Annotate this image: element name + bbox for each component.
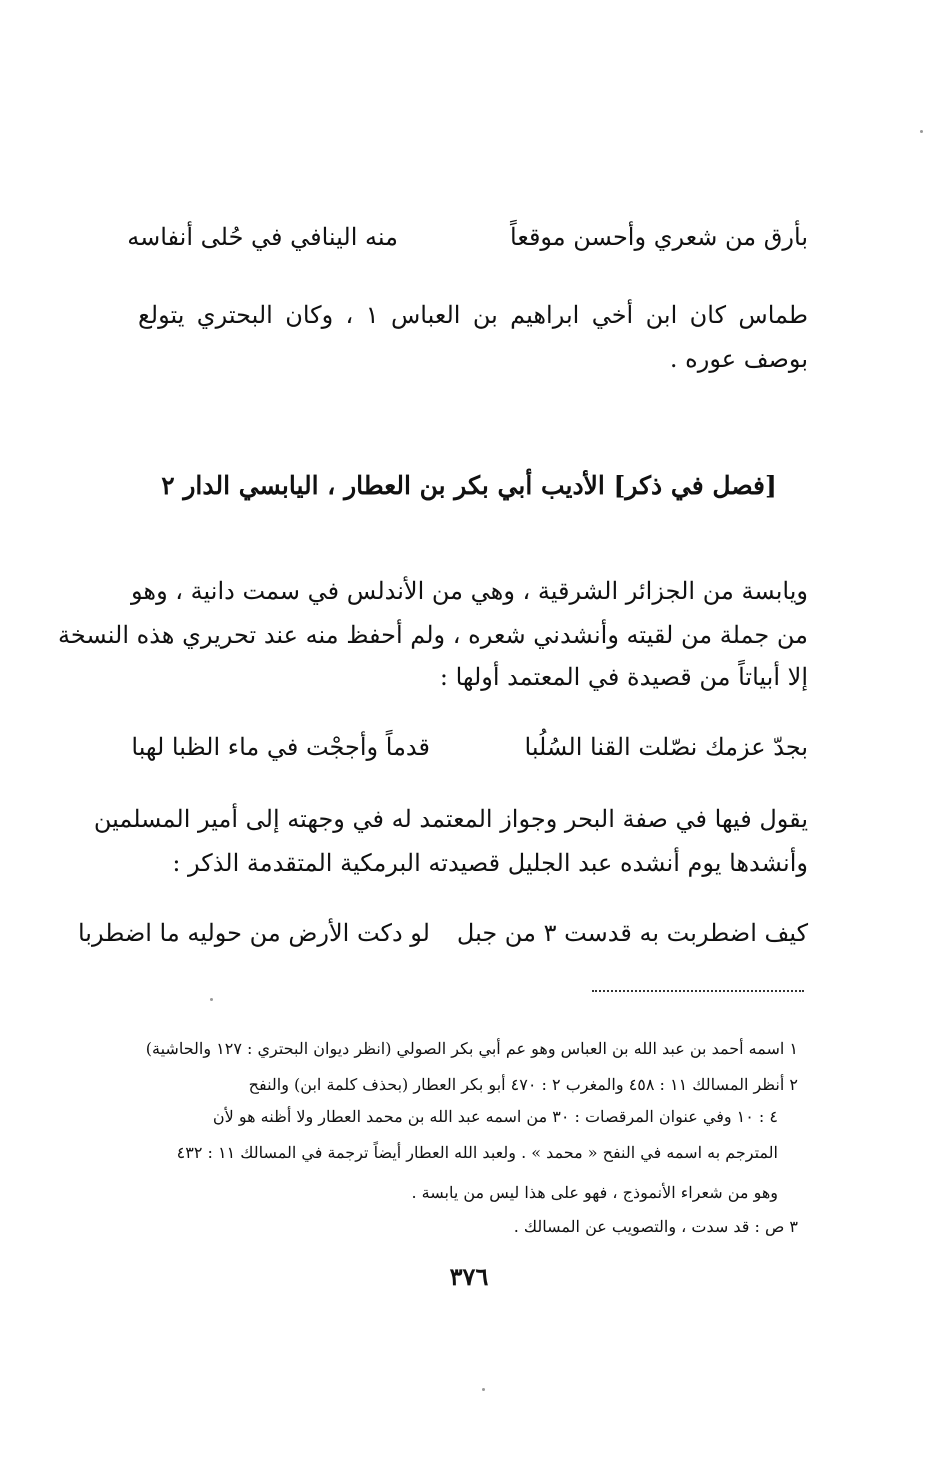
paragraph-2-line-2: من جملة من لقيته وأنشدني شعره ، ولم أحفظ منه عند تحريري هذه النسخة xyxy=(58,621,808,649)
footnote-separator xyxy=(592,990,804,992)
paragraph-1-line-1: طماس كان ابن أخي ابراهيم بن العباس ١ ، وكان البحتري يتولع xyxy=(138,301,809,329)
verse-2-left-hemistich: قدماً وأججْت في ماء الظبا لهبا xyxy=(131,733,430,761)
footnote-2-continuation-1: ٤ : ١٠ وفي عنوان المرقصات : ٣٠ من اسمه عبد الله بن محمد العطار ولا أظنه هو لأن xyxy=(212,1107,778,1126)
paragraph-3-line-1: يقول فيها في صفة البحر وجواز المعتمد له في وجهته إلى أمير المسلمين xyxy=(93,805,808,833)
verse-1-right-hemistich: بأرق من شعري وأحسن موقعاً xyxy=(510,223,808,251)
page-number: ٣٧٦ xyxy=(449,1262,489,1291)
footnote-3: ٣ ص : قد سدت ، والتصويب عن المسالك . xyxy=(513,1217,798,1236)
verse-1-left-hemistich: منه الينافي في حُلى أنفاسه xyxy=(127,223,398,251)
scan-speck xyxy=(210,998,213,1001)
paragraph-1-line-2: بوصف عوره . xyxy=(669,345,808,373)
footnote-2-continuation-3: وهو من شعراء الأنموذج ، فهو على هذا ليس من يابسة . xyxy=(411,1183,778,1202)
paragraph-2-line-3: إلا أبياتاً من قصيدة في المعتمد أولها : xyxy=(439,663,808,691)
section-heading: [فصل في ذكر] الأديب أبي بكر بن العطار ، اليابسي الدار ٢ xyxy=(161,471,777,500)
footnote-1: ١ اسمه أحمد بن عبد الله بن العباس وهو عم أبي بكر الصولي (انظر ديوان البحتري : ١٢٧ والحاشية) xyxy=(145,1039,798,1058)
verse-2-right-hemistich: بجدّ عزمك نصّلت القنا السُلُبا xyxy=(524,733,808,761)
scan-speck xyxy=(920,130,923,133)
verse-3-right-hemistich: كيف اضطربت به قدست ٣ من جبل xyxy=(456,919,808,947)
paragraph-3-line-2: وأنشدها يوم أنشده عبد الجليل قصيدته البرمكية المتقدمة الذكر : xyxy=(172,849,808,877)
paragraph-2-line-1: ويابسة من الجزائر الشرقية ، وهي من الأندلس في سمت دانية ، وهو xyxy=(131,577,808,605)
verse-3-left-hemistich: لو دكت الأرض من حوليه ما اضطربا xyxy=(77,919,430,947)
scan-speck xyxy=(482,1388,485,1391)
footnote-2: ٢ أنظر المسالك ١١ : ٤٥٨ والمغرب ٢ : ٤٧٠ أبو بكر العطار (بحذف كلمة ابن) والنفح xyxy=(248,1075,798,1094)
footnote-2-continuation-2: المترجم به اسمه في النفح « محمد » . ولعبد الله العطار أيضاً ترجمة في المسالك ١١ : ٤٣٢ xyxy=(176,1143,778,1162)
